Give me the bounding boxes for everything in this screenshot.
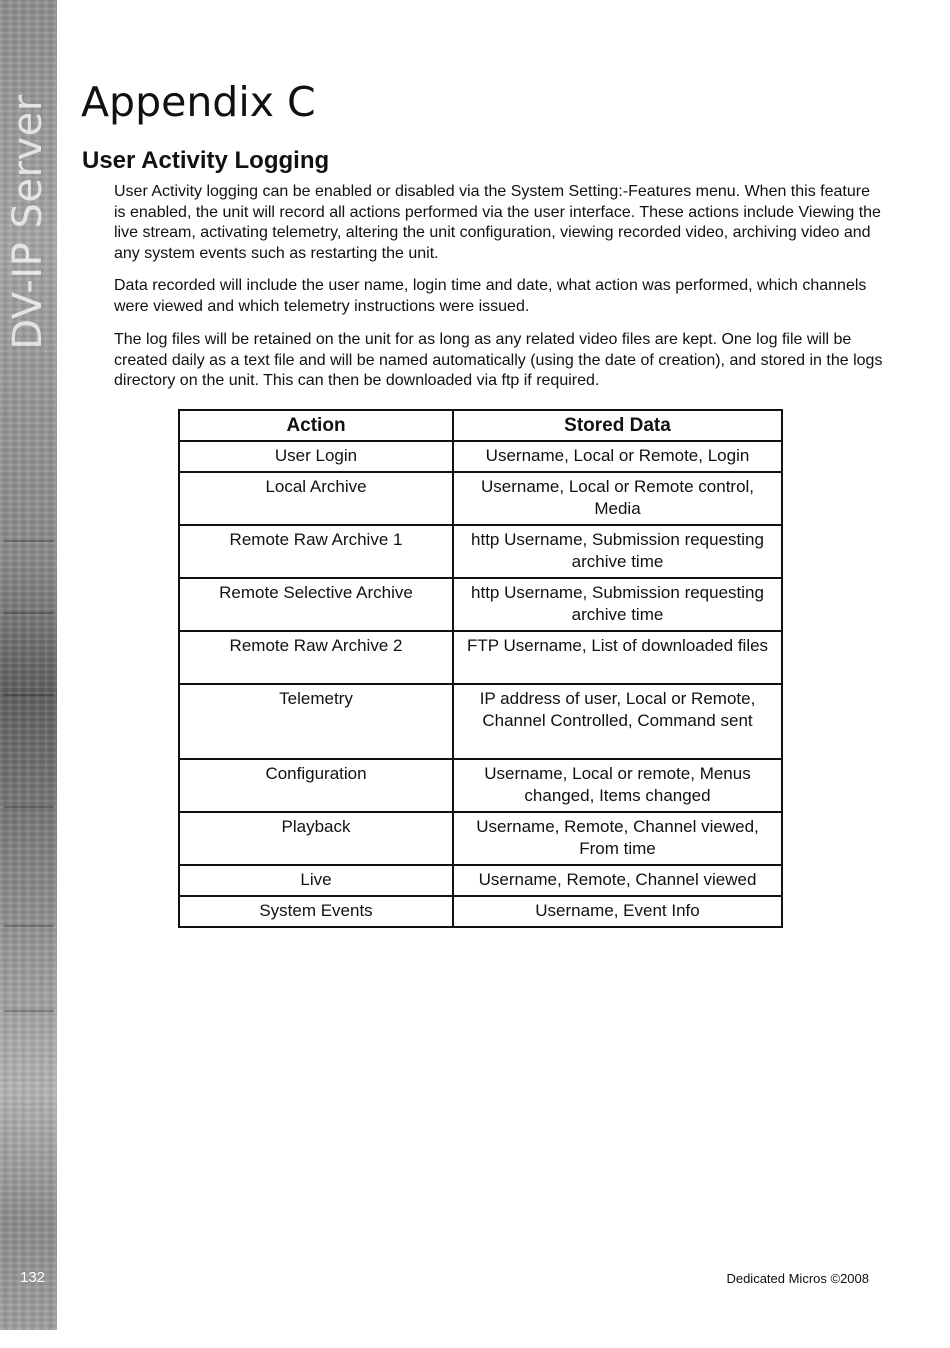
sidebar-texture: [4, 694, 54, 696]
table-header-row: [179, 410, 782, 441]
sidebar-texture: [4, 925, 54, 927]
table-row: [179, 441, 782, 472]
table-row: [179, 896, 782, 927]
column-header-action: Action: [179, 410, 453, 441]
sidebar-texture: [4, 540, 54, 542]
sidebar-texture: [4, 612, 54, 614]
action-cell: Playback: [179, 812, 453, 865]
column-header-stored-data: Stored Data: [453, 410, 782, 441]
stored-data-cell: Username, Remote, Channel viewed: [453, 865, 782, 896]
action-cell: Telemetry: [179, 684, 453, 759]
page-number: 132: [20, 1269, 46, 1286]
page-title: Appendix C: [81, 78, 316, 126]
table-row: [179, 525, 782, 578]
table-row: [179, 684, 782, 759]
sidebar-texture: [4, 1010, 54, 1012]
table-row: [179, 472, 782, 525]
action-cell: Live: [179, 865, 453, 896]
table-row: [179, 759, 782, 812]
stored-data-cell: http Username, Submission requesting archive time: [453, 525, 782, 578]
stored-data-cell: Username, Local or Remote, Login: [453, 441, 782, 472]
action-cell: User Login: [179, 441, 453, 472]
action-cell: Remote Selective Archive: [179, 578, 453, 631]
action-cell: Configuration: [179, 759, 453, 812]
table-row: [179, 812, 782, 865]
body-paragraph: User Activity logging can be enabled or disabled via the System Setting:-Features menu. When this feature is enabled, the unit will record all actions performed via the user interface. These actions include Viewing the live stream, activating telemetry, altering the unit configuration, viewing recorded video, archiving video and any system events such as restarting the unit.: [114, 183, 881, 262]
stored-data-cell: FTP Username, List of downloaded files: [453, 631, 782, 684]
sidebar-product-title: DV-IP Server: [5, 94, 51, 350]
action-cell: Local Archive: [179, 472, 453, 525]
action-cell: Remote Raw Archive 1: [179, 525, 453, 578]
footer-copyright: Dedicated Micros ©2008: [726, 1271, 869, 1286]
stored-data-cell: Username, Local or Remote control, Media: [453, 472, 782, 525]
table-row: [179, 631, 782, 684]
stored-data-cell: Username, Event Info: [453, 896, 782, 927]
body-paragraph: Data recorded will include the user name, login time and date, what action was performed, which channels were viewed and which telemetry instructions were issued.: [114, 277, 867, 315]
table-row: [179, 865, 782, 896]
action-cell: System Events: [179, 896, 453, 927]
stored-data-cell: Username, Remote, Channel viewed, From time: [453, 812, 782, 865]
action-cell: Remote Raw Archive 2: [179, 631, 453, 684]
table-row: [179, 578, 782, 631]
stored-data-cell: IP address of user, Local or Remote, Channel Controlled, Command sent: [453, 684, 782, 759]
section-heading: User Activity Logging: [82, 147, 330, 174]
sidebar-banner: [0, 0, 57, 1330]
stored-data-cell: Username, Local or remote, Menus changed, Items changed: [453, 759, 782, 812]
activity-log-table: [178, 409, 783, 928]
stored-data-cell: http Username, Submission requesting archive time: [453, 578, 782, 631]
body-paragraph: The log files will be retained on the unit for as long as any related video files are kept. One log file will be created daily as a text file and will be named automatically (using the date of creation), and stored in the logs directory on the unit. This can then be downloaded via ftp if required.: [114, 331, 883, 389]
sidebar-texture: [4, 806, 54, 808]
